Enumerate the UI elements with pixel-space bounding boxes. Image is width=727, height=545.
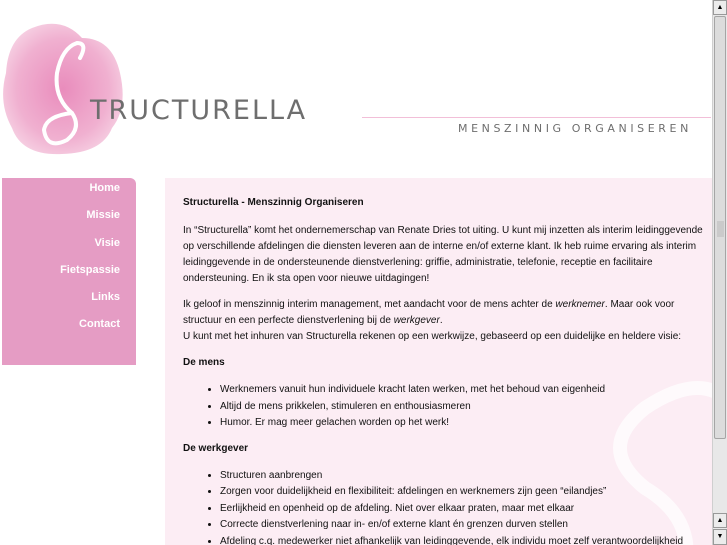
scroll-down-arrow-icon[interactable]: ▼ <box>713 529 727 545</box>
nav-visie[interactable]: Visie <box>94 236 120 249</box>
grip-icon <box>717 221 724 237</box>
list-item: • Humor. Er mag meer gelachen worden op het werk! <box>220 415 712 432</box>
list-item: • Afdeling c.q. medewerker niet afhankelijk van leidinggevende, elk individu moet zelf verantwoordelijkheid <box>220 534 712 545</box>
list-item: • Altijd de mens prikkelen, stimuleren en enthousiasmeren <box>220 399 712 416</box>
nav-missie[interactable]: Missie <box>86 209 120 222</box>
logo-text: TRUCTURELLA <box>90 95 308 126</box>
section-heading-werkgever: De werkgever <box>183 442 249 454</box>
list-item: • Structuren aanbrengen <box>220 468 712 485</box>
list-item: • Eerlijkheid en openheid op de afdeling. Niet over elkaar praten, maar met elkaar <box>220 501 712 518</box>
page-title: Structurella - Menszinnig Organiseren <box>183 197 364 208</box>
header-divider <box>362 117 711 118</box>
list-mens <box>183 382 712 432</box>
main-content <box>165 178 712 545</box>
list-item: • Correcte dienstverlening naar in- en/of externe klant én grenzen durven stellen <box>220 517 712 534</box>
list-werkgever <box>183 468 712 545</box>
vertical-scrollbar[interactable] <box>712 0 727 545</box>
list-item: • Zorgen voor duidelijkheid en flexibiliteit: afdelingen en werknemers zijn geen “eilandjes” <box>220 484 712 501</box>
flower-logo-image <box>2 18 126 156</box>
scrollbar-thumb[interactable] <box>714 16 726 439</box>
intro-paragraph: In “Structurella” komt het ondernemerschap van Renate Dries tot uiting. U kunt mij inzetten als interim leidinggevende op verschillende afdelingen die diensten leveren aan de interne en/of externe klant. Ik heb ruime ervaring als interim leidinggevende in de ondersteunende dienstverlening: griffie, administratie, telefonie, receptie en facilitaire ondersteuning. En ik sta open voor nieuwe uitdagingen! <box>183 225 703 284</box>
nav-home[interactable]: Home <box>89 182 120 194</box>
scroll-up-arrow-icon-lower[interactable]: ▲ <box>713 513 727 528</box>
vision-paragraph: Ik geloof in menszinnig interim management, met aandacht voor de mens achter de werknemer. Maar ook voor structuur en een perfecte dienstverlening bij de werkgever. U kunt met het inhuren van Structurella rekenen op een werkwijze, gebaseerd op een duidelijke en heldere visie: <box>183 299 682 342</box>
sidebar-nav <box>2 178 136 365</box>
list-item: • Werknemers vanuit hun individuele kracht laten werken, met het behoud van eigenheid <box>220 382 712 399</box>
tagline: MENSZINNIG ORGANISEREN <box>458 122 692 135</box>
nav-fietspassie[interactable]: Fietspassie <box>60 263 120 276</box>
scroll-up-arrow-icon[interactable]: ▲ <box>713 0 727 15</box>
nav-links[interactable]: Links <box>91 291 120 304</box>
section-heading-mens: De mens <box>183 357 225 368</box>
nav-contact[interactable]: Contact <box>79 318 120 331</box>
